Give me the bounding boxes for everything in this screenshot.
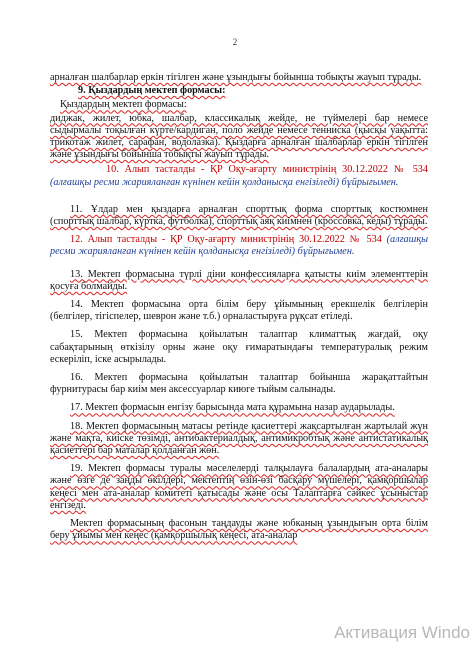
paragraph-text: 18. Мектеп формасының матасы ретінде қасиеттері жақсартылған жартылай жүн және мақта, киіске төзімді, антибактериалдық, антимикробтық және антистатикалық қасиеттері бар маталар қолданған жөн. (50, 420, 428, 457)
amendment-link[interactable]: 12. Алып тасталды - ҚР Оқу-ағарту министрінің 30.12.2022 № 534 (70, 234, 382, 246)
paragraph-15 (50, 329, 428, 366)
paragraph-11 (50, 204, 428, 228)
subheading-text: Қыздардың мектеп формасы: (60, 99, 187, 111)
paragraph-13 (50, 269, 428, 293)
paragraph-text: диджак, жилет, юбка, шалбар, классикалық жейде, не түймелері бар немесе сыдырмалы тоқылған күрте/кардиган, поло жейде немесе тенниска (қысқы уақытта: трикотаж жилет, сарафан, водолазка). Қыздарға арналған шалбарлар еркін тігілген және ұзындығы бойынша тобықты жауып тұрады. (50, 112, 428, 161)
subheading (50, 99, 428, 111)
paragraph-text: 19. Мектеп формасы туралы мәселелерді талқылауға балалардың ата-аналары және өзге де заңды өкілдері, мектептің өзін-өзі басқару мүшелері, қамқоршылар кеңесі мен ата-аналар комитеті қатысады және осы Талаптарға сәйкес ұсыныстар енгізеді. (50, 463, 428, 511)
paragraph-text: 15. Мектеп формасына қойылатын талаптар климаттық жағдай, оқу сабақтарының өткізілу орны және оқу ғимаратындағы температуралық режим ескеріліп, іске асырылады. (50, 329, 428, 365)
paragraph-text: арналған шалбарлар еркін тігілген және ұзындығы бойынша тобықты жауып тұрады. (50, 72, 422, 83)
paragraph-text: 14. Мектеп формасына орта білім беру ұйымының ерекшелік белгілерін (белгілер, тігіспелер, шеврон және т.б.) орналастыруға рұқсат етіледі. (50, 299, 428, 323)
paragraph-20 (50, 518, 428, 542)
amendment-detail: (алғашқы ресми жарияланған күнінен кейін қолданысқа енгізіледі) бұйрығымен. (50, 176, 399, 188)
paragraph-text: 17. Мектеп формасын енгізу барысында мата құрамына назар аударылады. (70, 402, 395, 414)
amendment-link[interactable]: 10. Алып тасталды - ҚР Оқу-ағарту министрінің 30.12.2022 № 534 (106, 164, 428, 176)
paragraph-18 (50, 421, 428, 458)
paragraph-text: 13. Мектеп формасына түрлі діни конфессияларға қатысты киім элементтерін қосуға болмайды. (50, 268, 428, 292)
paragraph-continuation (50, 72, 428, 84)
amendment-note-12[interactable] (50, 234, 428, 258)
amendment-detail: (алғашқы ресми жарияланған күнінен кейін қолданысқа енгізіледі) бұйрығымен. (50, 234, 429, 258)
paragraph-text: 11. Ұлдар мен қыздарға арналған спорттық форма спорттық костюмнен (спорттық шалбар, күртка, футболка), спорттық аяқ киімнен (кроссовка, кеды) тұрады. (50, 203, 428, 228)
paragraph-text: Мектеп формасының фасонын таңдауды және юбканың ұзындығын орта білім беру ұйымы мен кеңес (қамқоршылық кеңесі, ата-аналар (50, 518, 428, 542)
heading-text: 9. Қыздардың мектеп формасы: (78, 85, 226, 97)
activation-watermark: Активация Windo (334, 623, 470, 642)
paragraph-14 (50, 299, 428, 323)
document-body (50, 72, 428, 549)
section-heading (50, 85, 428, 97)
paragraph-girls-uniform (50, 113, 428, 162)
paragraph-17 (50, 402, 428, 414)
page-number: 2 (232, 37, 238, 47)
paragraph-text: 16. Мектеп формасына қойылатын талаптар бойынша жарақаттайтын фурнитурасы бар киім мен аксессуарлар киюге тыйым салынады. (50, 372, 428, 396)
amendment-note-10[interactable] (50, 164, 428, 188)
paragraph-16 (50, 372, 428, 396)
paragraph-19 (50, 463, 428, 512)
